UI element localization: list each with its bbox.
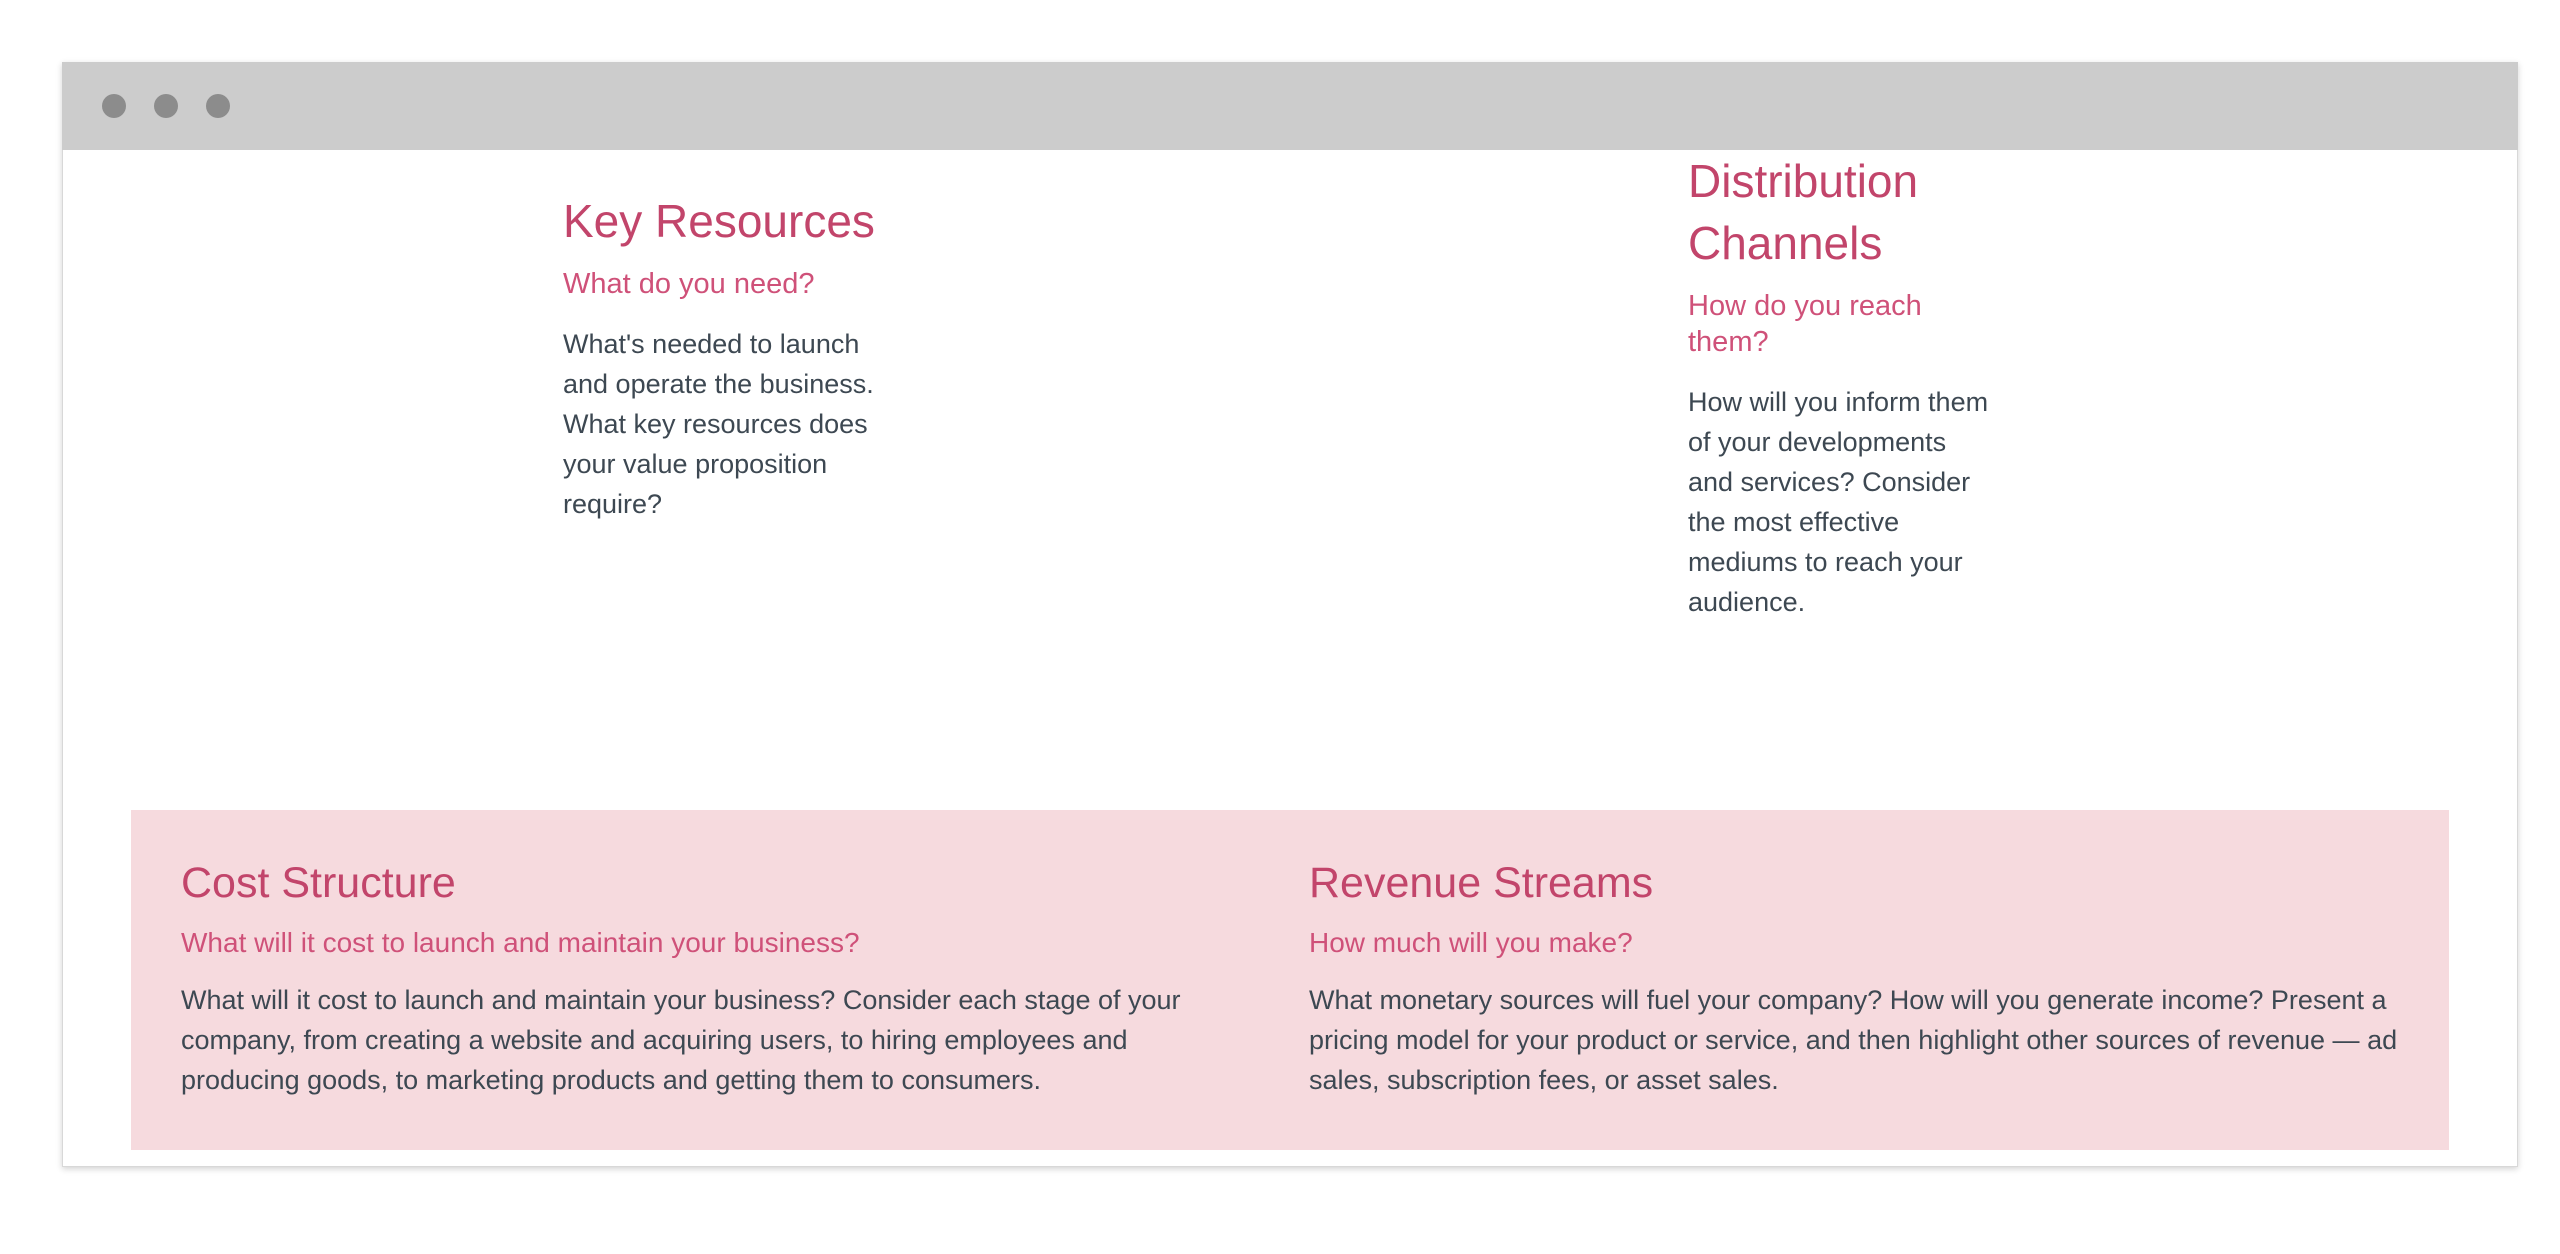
minimize-dot-icon[interactable] (154, 94, 178, 118)
block-subtitle: What do you need? (563, 268, 815, 300)
block-distribution-channels[interactable] (1688, 150, 1998, 622)
block-subtitle: How do you reach them? (1688, 290, 1922, 358)
block-key-resources[interactable] (563, 190, 893, 524)
block-revenue-streams[interactable] (1281, 810, 2449, 1150)
block-subtitle: What will it cost to launch and maintain your business? (181, 927, 860, 958)
canvas-top (63, 150, 2517, 750)
block-title: Key Resources (563, 195, 875, 247)
block-cost-structure[interactable] (131, 810, 1281, 1150)
browser-window (62, 62, 2518, 1167)
maximize-dot-icon[interactable] (206, 94, 230, 118)
block-title: Cost Structure (181, 859, 456, 907)
block-body-text: How will you inform them of your developments and services? Consider the most effective mediums to reach your audience. (1688, 387, 1989, 617)
page-body (62, 150, 2518, 1167)
block-subtitle: How much will you make? (1309, 927, 1633, 958)
block-title: Revenue Streams (1309, 859, 1654, 907)
browser-title-bar (62, 62, 2518, 150)
close-dot-icon[interactable] (102, 94, 126, 118)
block-body-text: What will it cost to launch and maintain your business? Consider each stage of your company, from creating a website and acquiring users, to hiring employees and producing goods, to marketing products and getting them to consumers. (181, 985, 1181, 1095)
block-title: Distribution Channels (1688, 155, 1919, 269)
bottom-band (131, 810, 2449, 1150)
block-body-text: What monetary sources will fuel your company? How will you generate income? Present a pricing model for your product or service, and then highlight other sources of revenue — ad sales, subscription fees, or asset sales. (1309, 985, 2398, 1095)
block-body-text: What's needed to launch and operate the business. What key resources does your value proposition require? (563, 329, 874, 519)
